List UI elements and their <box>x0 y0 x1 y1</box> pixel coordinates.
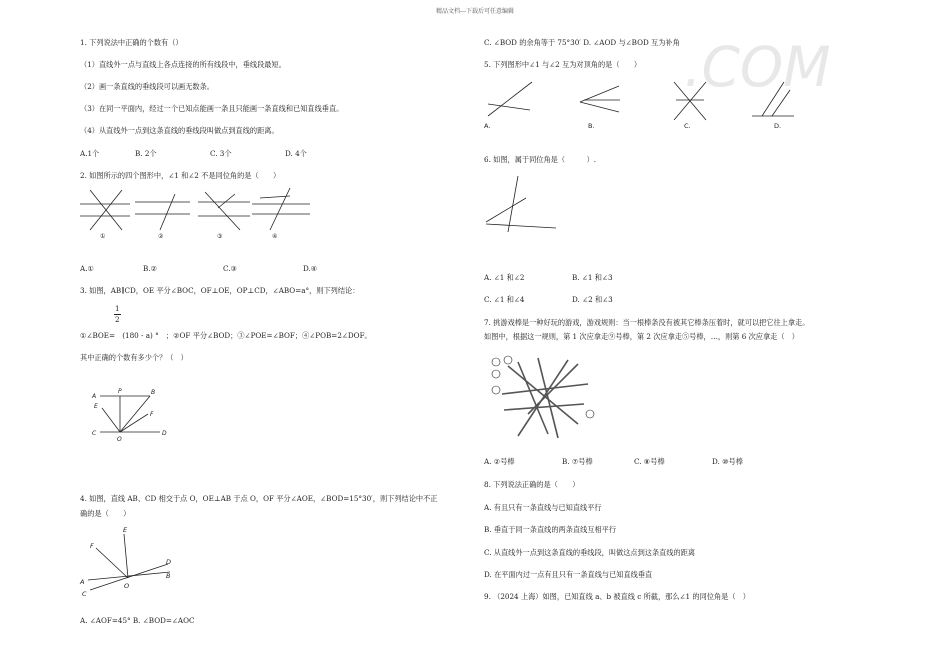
q8-option-a: A. 有且只有一条直线与已知直线平行 <box>484 503 602 512</box>
q2-option-b: B.② <box>143 264 158 273</box>
q2-fig-label-4: ④ <box>272 233 278 240</box>
q7-options <box>484 457 743 467</box>
q1-options <box>80 149 307 159</box>
q6-option-c: C. ∠1 和∠4 <box>484 295 525 304</box>
q3-label-c: C <box>92 430 97 437</box>
q3-label-b: B <box>151 389 156 396</box>
q3-label-d: D <box>162 430 167 437</box>
q3-label-p: P <box>118 388 122 395</box>
q4-stem: 4. 如图，直线 AB、CD 相交于点 O，OE⊥AB 于点 O，OF 平分∠AOE，∠BOD=15°30′，则下列结论中不正 <box>80 494 438 503</box>
q1-option-b: B. 2个 <box>135 149 157 158</box>
q6-options-ab <box>484 273 613 283</box>
svg-text:.COM: .COM <box>684 35 831 99</box>
q7-line-1: 7. 挑游戏棒是一种好玩的游戏，游戏规则：当一根棒条没有被其它棒条压着时，就可以把它往上拿走。 <box>484 318 810 327</box>
q4-label-f: F <box>90 542 94 550</box>
q1-stem: 1. 下列说法中正确的个数有（） <box>80 38 183 47</box>
q1-statement-1: （1）直线外一点与直线上各点连接的所有线段中，垂线段最短。 <box>80 60 286 69</box>
q2-fig-label-3: ③ <box>217 233 223 240</box>
q7-option-d: D. ⑩号棒 <box>712 457 743 466</box>
q9-stem: 9. （2024 上海）如图，已知直线 a、b 被直线 c 所截，那么∠1 的同位角是（ ） <box>484 592 750 601</box>
q5-option-c: C. <box>684 122 691 130</box>
q1-statement-3: （3）在同一平面内，经过一个已知点能画一条且只能画一条直线和已知直线垂直。 <box>80 104 344 113</box>
q3-frac-den: 2 <box>115 315 120 324</box>
q4-figure <box>80 528 190 600</box>
q6-options-cd <box>484 295 613 305</box>
q6-option-a: A. ∠1 和∠2 <box>484 273 525 282</box>
q4-label-c: C <box>82 590 87 598</box>
q3-label-f: F <box>150 411 154 418</box>
q2-option-a: A.① <box>80 264 94 273</box>
q8-stem: 8. 下列说法正确的是（ ） <box>484 480 580 489</box>
q3-question: 其中正确的个数有多少个？（ ） <box>80 353 188 362</box>
q8-option-c: C. 从直线外一点到这条直线的垂线段，叫做这点到这条直线的距离 <box>484 548 696 557</box>
q4-options-ab: A. ∠AOF=45° B. ∠BOD=∠AOC <box>80 616 195 625</box>
q6-option-b: B. ∠1 和∠3 <box>572 273 613 282</box>
q5-option-d: D. <box>774 122 782 130</box>
q6-option-d: D. ∠2 和∠3 <box>572 295 613 304</box>
q3-figure <box>90 386 170 446</box>
q7-option-b: B. ⑦号棒 <box>562 457 593 466</box>
q1-option-a: A.1个 <box>80 149 100 158</box>
q3-stem: 3. 如图，AB∥CD，OE 平分∠BOC，OF⊥OE，OP⊥CD，∠ABO=a°，则下列结论： <box>80 286 360 295</box>
q1-statement-4: （4）从直线外一点到这条直线的垂线段叫做点到直线的距离。 <box>80 126 279 135</box>
q8-option-b: B. 垂直于同一条直线的两条直线互相平行 <box>484 525 617 534</box>
q5-stem: 5. 下列图形中∠1 与∠2 互为对顶角的是（ ） <box>484 60 642 69</box>
q5-option-a: A. <box>484 122 491 130</box>
q7-option-a: A. ②号棒 <box>484 457 515 466</box>
q8-option-d: D. 在平面内过一点有且只有一条直线与已知直线垂直 <box>484 570 653 579</box>
q3-label-a: A <box>92 393 97 400</box>
q6-stem: 6. 如图，属于同位角是（ ）. <box>484 155 597 164</box>
q3-label-o: O <box>117 436 122 443</box>
q2-options <box>80 264 317 274</box>
q7-figure <box>488 354 598 440</box>
q7-option-c: C. ⑧号棒 <box>634 457 665 466</box>
q3-frac-num: 1 <box>115 304 120 313</box>
q4-label-b: B <box>166 572 171 580</box>
q2-option-c: C.③ <box>223 264 237 273</box>
q3-fraction <box>114 304 121 325</box>
q5-option-b: B. <box>588 122 595 130</box>
q1-statement-2: （2）画一条直线的垂线段可以画无数条。 <box>80 82 214 91</box>
q2-fig-label-2: ② <box>158 233 164 240</box>
q4-label-a: A <box>80 578 85 586</box>
q4-options-cd: C. ∠BOD 的余角等于 75°30′ D. ∠AOD 与∠BOD 互为补角 <box>484 38 680 47</box>
q4-label-o: O <box>124 582 130 590</box>
q4-label-e: E <box>123 526 128 534</box>
q2-option-d: D.④ <box>303 264 318 273</box>
q1-option-d: D. 4个 <box>285 149 307 158</box>
q1-option-c: C. 3个 <box>210 149 232 158</box>
q2-stem: 2. 如图所示的四个图形中，∠1 和∠2 不是同位角的是（ ） <box>80 171 281 180</box>
q3-conclusions: ①∠BOE= (180 - a) ° ；②OF 平分∠BOD；③∠POE=∠BOF；④∠POB=2∠DOF。 <box>80 331 372 340</box>
q2-figure <box>80 186 320 242</box>
q3-label-e: E <box>94 403 98 410</box>
q7-line-2: 如图中，根据这一规则，第 1 次应拿走⑨号棒，第 2 次应拿走⑤号棒，…，则第 6 次应拿走（ ） <box>484 332 799 341</box>
q6-figure <box>484 172 564 236</box>
q2-fig-label-1: ① <box>100 233 106 240</box>
page-header: 精品文档---下载后可任意编辑 <box>435 8 515 15</box>
q4-stem-cont: 确的是（ ） <box>80 509 131 518</box>
q4-label-d: D <box>166 558 172 566</box>
